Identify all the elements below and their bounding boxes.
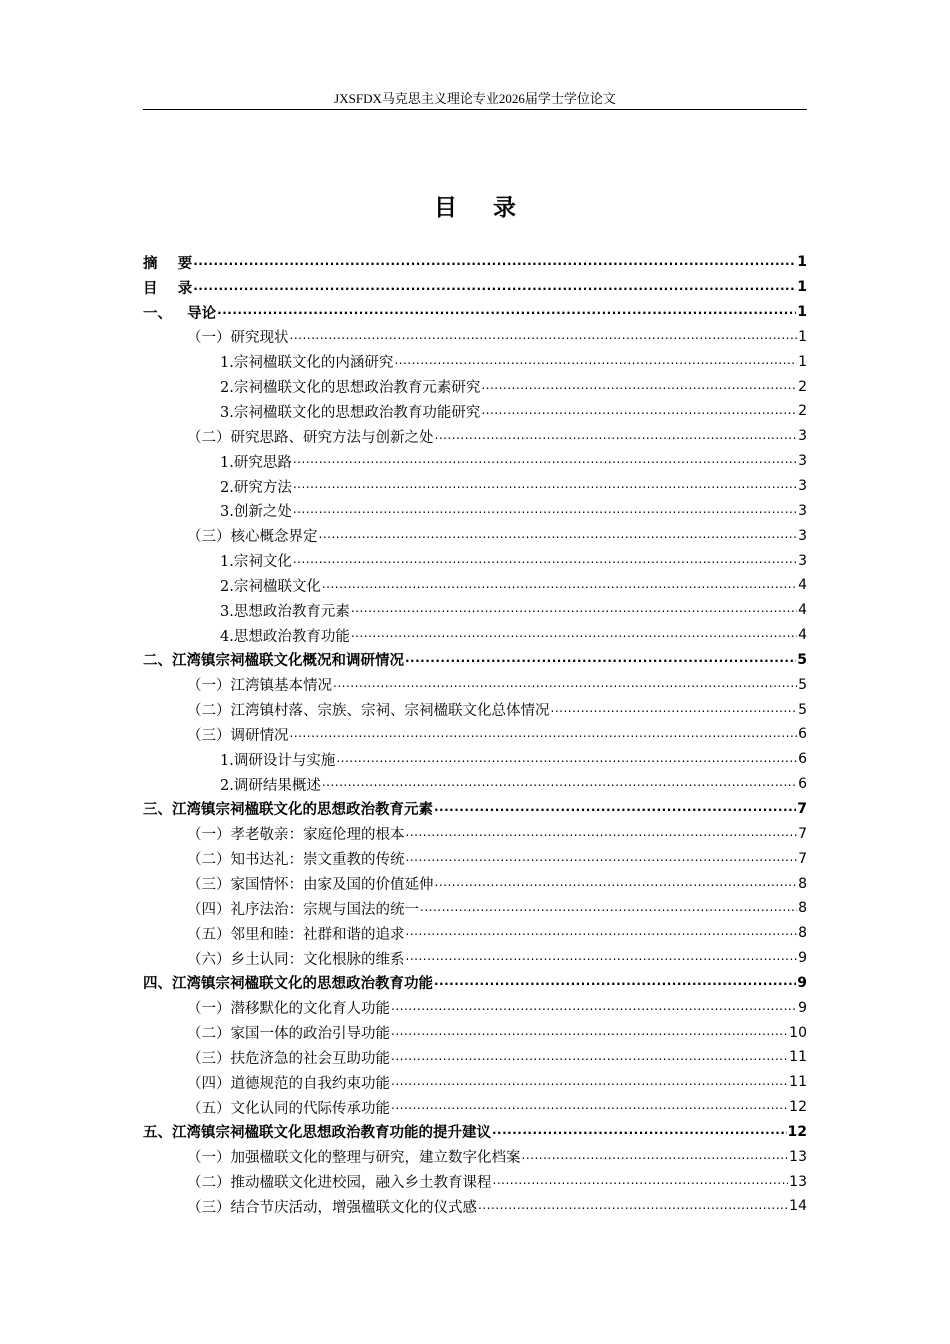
toc-entry[interactable] — [143, 573, 807, 598]
dot-leader — [406, 851, 798, 866]
toc-entry-title: 3.思想政治教育元素 — [220, 603, 350, 620]
dot-leader — [551, 702, 798, 717]
toc-page-number: 11 — [789, 1074, 807, 1091]
toc-page-number: 7 — [798, 850, 807, 867]
toc-entry[interactable] — [143, 1020, 807, 1045]
toc-page-number: 5 — [797, 651, 807, 668]
dot-leader — [293, 454, 797, 469]
toc-entry[interactable] — [143, 1045, 807, 1070]
toc-entry-title: （二）江湾镇村落、宗族、宗祠、宗祠楹联文化总体情况 — [187, 703, 550, 720]
toc-entry-title: （三）扶危济急的社会互助功能 — [187, 1050, 390, 1067]
toc-entry[interactable] — [143, 1120, 807, 1145]
toc-entry-title: 目 录 — [143, 280, 193, 297]
toc-page-number: 1 — [797, 254, 807, 271]
dot-leader — [333, 678, 797, 693]
toc-page-number: 2 — [798, 403, 807, 420]
toc-entry-title: 四、江湾镇宗祠楹联文化的思想政治教育功能 — [143, 976, 433, 993]
toc-entry-title: （一）加强楹联文化的整理与研究，建立数字化档案 — [187, 1150, 521, 1167]
page-title: 目 录 — [433, 195, 530, 221]
dot-leader — [420, 901, 797, 916]
toc-entry[interactable] — [143, 672, 807, 697]
toc-entry[interactable] — [143, 449, 807, 474]
dot-leader — [492, 1125, 787, 1140]
toc-entry[interactable] — [143, 424, 807, 449]
toc-page-number: 9 — [797, 974, 807, 991]
toc-page-number: 10 — [789, 1024, 807, 1041]
toc-entry-title: 3.创新之处 — [220, 504, 292, 521]
toc-entry-title: 2.调研结果概述 — [220, 777, 321, 794]
dot-leader — [193, 280, 796, 295]
toc-entry[interactable] — [143, 896, 807, 921]
toc-entry[interactable] — [143, 399, 807, 424]
toc-entry-title: 1.调研设计与实施 — [220, 752, 336, 769]
dot-leader — [319, 528, 798, 543]
toc-entry[interactable] — [143, 921, 807, 946]
dot-leader — [406, 827, 798, 842]
toc-entry[interactable] — [143, 474, 807, 499]
toc-entry-title: 三、江湾镇宗祠楹联文化的思想政治教育元素 — [143, 802, 433, 819]
toc-entry[interactable] — [143, 275, 807, 300]
toc-entry-title: 1.宗祠楹联文化的内涵研究 — [220, 355, 394, 372]
dot-leader — [193, 255, 796, 270]
toc-page-number: 4 — [798, 602, 807, 619]
header-rule — [143, 109, 807, 110]
toc-entry-title: （三）核心概念界定 — [187, 529, 318, 546]
dot-leader — [391, 1075, 788, 1090]
dot-leader — [394, 355, 797, 370]
toc-entry-title: （四）道德规范的自我约束功能 — [187, 1075, 390, 1092]
toc-page-number: 14 — [789, 1198, 807, 1215]
dot-leader — [522, 1150, 789, 1165]
toc-entry[interactable] — [143, 349, 807, 374]
toc-page-number: 12 — [787, 1123, 807, 1140]
toc-page-number: 1 — [797, 279, 807, 296]
toc-page-number: 8 — [798, 925, 807, 942]
dot-leader — [391, 1025, 788, 1040]
dot-leader — [481, 404, 797, 419]
toc-entry[interactable] — [143, 946, 807, 971]
toc-entry-title: 1.宗祠文化 — [220, 554, 292, 571]
toc-entry[interactable] — [143, 374, 807, 399]
toc-page-number: 4 — [798, 577, 807, 594]
dot-leader — [336, 752, 797, 767]
toc-entry-title: 3.宗祠楹联文化的思想政治教育功能研究 — [220, 404, 481, 421]
dot-leader — [478, 1199, 788, 1214]
toc-entry-title: 2.宗祠楹联文化 — [220, 578, 321, 595]
toc-page-number: 1 — [798, 328, 807, 345]
dot-leader — [351, 603, 797, 618]
toc-entry-title: （五）文化认同的代际传承功能 — [187, 1100, 390, 1117]
dot-leader — [351, 628, 797, 643]
toc-entry-title: 2.宗祠楹联文化的思想政治教育元素研究 — [220, 380, 481, 397]
toc-entry-title: 摘 要 — [143, 255, 193, 272]
toc-entry[interactable] — [143, 250, 807, 275]
toc-entry[interactable] — [143, 623, 807, 648]
toc-page-number: 5 — [798, 676, 807, 693]
toc-entry-title: （五）邻里和睦：社群和谐的追求 — [187, 926, 405, 943]
toc-entry-title: （一）研究现状 — [187, 330, 289, 347]
toc-entry-title: 一、 导论 — [143, 305, 217, 322]
dot-leader — [322, 578, 797, 593]
toc-page-number: 9 — [798, 950, 807, 967]
toc-page-number: 4 — [798, 627, 807, 644]
toc-page-number: 8 — [798, 900, 807, 917]
toc-page-number: 8 — [798, 875, 807, 892]
toc-page-number: 9 — [798, 999, 807, 1016]
dot-leader — [391, 1100, 788, 1115]
toc-entry-title: （三）家国情怀：由家及国的价值延伸 — [187, 877, 434, 894]
toc-entry-title: （二）研究思路、研究方法与创新之处 — [187, 429, 434, 446]
toc-page-number: 6 — [798, 776, 807, 793]
toc-page-number: 13 — [789, 1173, 807, 1190]
toc-entry[interactable] — [143, 1169, 807, 1194]
toc-entry-title: 二、江湾镇宗祠楹联文化概况和调研情况 — [143, 653, 404, 670]
toc-entry-title: （二）家国一体的政治引导功能 — [187, 1026, 390, 1043]
toc-entry[interactable] — [143, 1144, 807, 1169]
toc-entry-title: （三）结合节庆活动，增强楹联文化的仪式感 — [187, 1199, 477, 1216]
toc-page-number: 11 — [789, 1049, 807, 1066]
dot-leader — [405, 653, 796, 668]
dot-leader — [391, 1050, 788, 1065]
toc-page-number: 7 — [797, 800, 807, 817]
toc-entry-title: （六）乡土认同：文化根脉的维系 — [187, 951, 405, 968]
toc-entry[interactable] — [143, 697, 807, 722]
dot-leader — [406, 951, 798, 966]
toc-page-number: 2 — [798, 378, 807, 395]
table-of-contents — [143, 250, 807, 1219]
toc-page-number: 3 — [798, 453, 807, 470]
dot-leader — [435, 876, 798, 891]
toc-entry-title: 1.研究思路 — [220, 454, 292, 471]
dot-leader — [481, 379, 797, 394]
toc-entry[interactable] — [143, 325, 807, 350]
toc-page-number: 3 — [798, 502, 807, 519]
toc-entry-title: （一）潜移默化的文化育人功能 — [187, 1001, 390, 1018]
toc-page-number: 1 — [798, 353, 807, 370]
toc-entry-title: 4.思想政治教育功能 — [220, 628, 350, 645]
dot-leader — [293, 504, 797, 519]
toc-entry[interactable] — [143, 821, 807, 846]
dot-leader — [434, 976, 796, 991]
toc-entry-title: （一）孝老敬亲：家庭伦理的根本 — [187, 827, 405, 844]
toc-page-number: 12 — [789, 1099, 807, 1116]
dot-leader — [293, 479, 797, 494]
dot-leader — [322, 777, 797, 792]
toc-entry[interactable] — [143, 300, 807, 325]
toc-page-number: 3 — [798, 428, 807, 445]
toc-page-number: 5 — [798, 701, 807, 718]
toc-entry[interactable] — [143, 871, 807, 896]
toc-entry[interactable] — [143, 970, 807, 995]
dot-leader — [435, 429, 798, 444]
toc-entry[interactable] — [143, 797, 807, 822]
dot-leader — [217, 305, 796, 320]
toc-page-number: 13 — [789, 1148, 807, 1165]
toc-entry[interactable] — [143, 1070, 807, 1095]
dot-leader — [293, 553, 797, 568]
toc-entry-title: 五、江湾镇宗祠楹联文化思想政治教育功能的提升建议 — [143, 1125, 491, 1142]
toc-entry-title: （三）调研情况 — [187, 727, 289, 744]
toc-entry[interactable] — [143, 498, 807, 523]
toc-entry-title: （二）推动楹联文化进校园，融入乡土教育课程 — [187, 1175, 492, 1192]
toc-page-number: 3 — [798, 527, 807, 544]
toc-page-number: 7 — [798, 825, 807, 842]
dot-leader — [290, 330, 798, 345]
toc-page-number: 3 — [798, 552, 807, 569]
toc-entry[interactable] — [143, 1194, 807, 1219]
toc-entry[interactable] — [143, 747, 807, 772]
toc-entry[interactable] — [143, 772, 807, 797]
toc-entry[interactable] — [143, 523, 807, 548]
toc-entry[interactable] — [143, 648, 807, 673]
toc-entry-title: （二）知书达礼：崇文重教的传统 — [187, 852, 405, 869]
toc-entry[interactable] — [143, 1095, 807, 1120]
dot-leader — [391, 1000, 797, 1015]
toc-entry[interactable] — [143, 548, 807, 573]
toc-entry[interactable] — [143, 846, 807, 871]
dot-leader — [406, 926, 798, 941]
dot-leader — [434, 802, 796, 817]
dot-leader — [290, 727, 798, 742]
running-header: JXSFDX马克思主义理论专业2026届学士学位论文 — [334, 91, 616, 106]
toc-entry-title: （一）江湾镇基本情况 — [187, 678, 332, 695]
toc-entry[interactable] — [143, 598, 807, 623]
toc-page-number: 6 — [798, 751, 807, 768]
toc-entry[interactable] — [143, 722, 807, 747]
toc-entry-title: 2.研究方法 — [220, 479, 292, 496]
toc-page-number: 3 — [798, 478, 807, 495]
toc-entry-title: （四）礼序法治：宗规与国法的统一 — [187, 901, 419, 918]
toc-entry[interactable] — [143, 995, 807, 1020]
toc-page-number: 6 — [798, 726, 807, 743]
dot-leader — [493, 1174, 789, 1189]
toc-page-number: 1 — [797, 304, 807, 321]
